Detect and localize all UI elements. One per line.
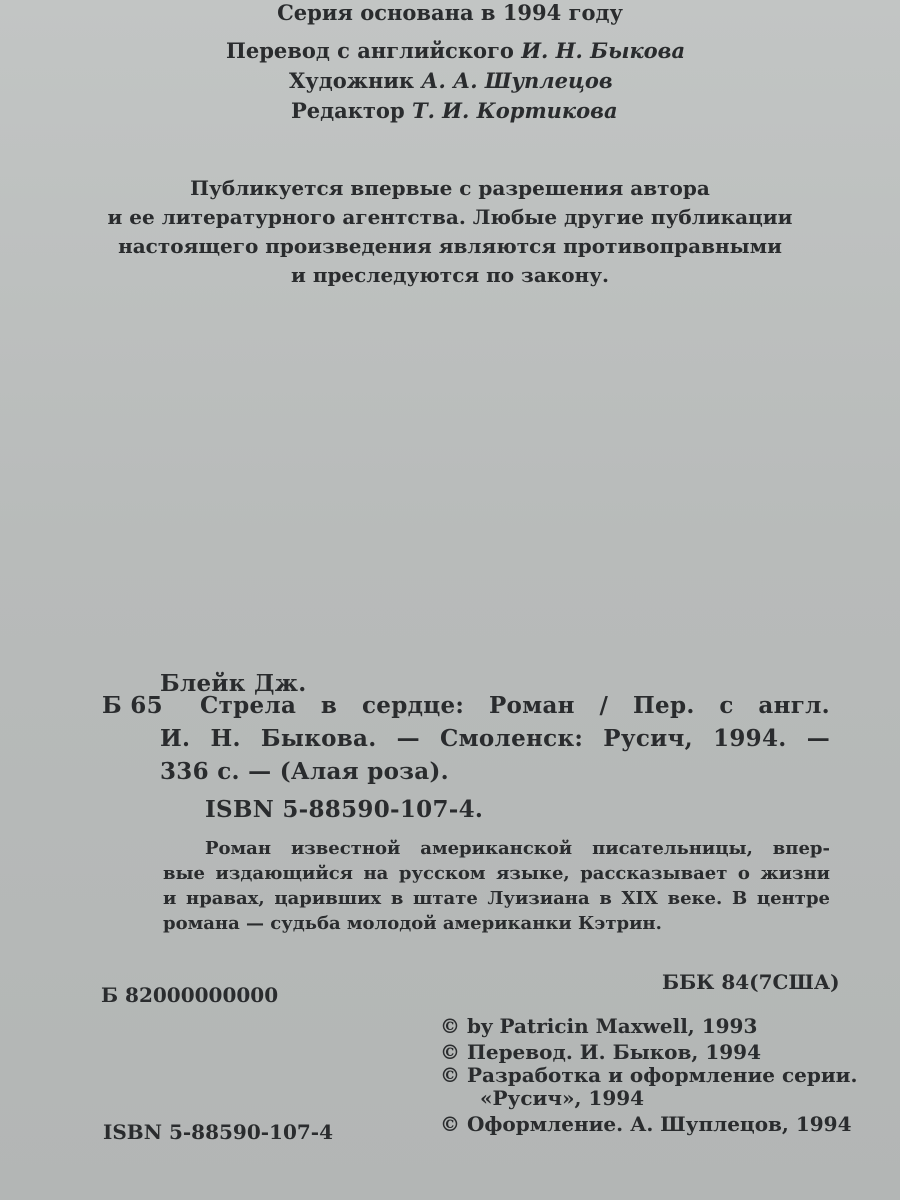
b-code: Б 82000000000 xyxy=(101,983,279,1007)
editor-label: Редактор xyxy=(291,98,412,123)
abstract-line: вые издающийся на русском языке, рассказывает о жизни xyxy=(163,863,830,884)
notice-line: Публикуется впервые с разрешения автора xyxy=(190,176,710,200)
copyright-line: © Разработка и оформление серии. xyxy=(440,1063,858,1087)
copyright-line: © by Patricin Maxwell, 1993 xyxy=(440,1014,758,1038)
abstract-line: и нравах, царивших в штате Луизиана в XIX веке. В центре xyxy=(163,888,830,909)
translator-line xyxy=(226,38,685,63)
notice-line: и ее литературного агентства. Любые другие публикации xyxy=(107,205,793,229)
catalog-publisher-line: И. Н. Быкова. — Смоленск: Русич, 1994. — xyxy=(160,725,830,752)
artist-line xyxy=(289,68,613,93)
catalog-index: Б 65 xyxy=(102,692,163,719)
artist-name: А. А. Шуплецов xyxy=(421,68,613,93)
editor-line xyxy=(291,98,618,123)
series-founded-line: Серия основана в 1994 году xyxy=(277,0,623,25)
catalog-author: Блейк Дж. xyxy=(160,670,307,697)
translator-label: Перевод с английского xyxy=(226,38,522,63)
editor-name: Т. И. Кортикова xyxy=(411,98,618,123)
catalog-title-line: Стрела в сердце: Роман / Пер. с англ. xyxy=(200,692,830,719)
copyright-line: «Русич», 1994 xyxy=(480,1086,645,1110)
notice-line: и преследуются по закону. xyxy=(291,263,609,287)
bbk-code: ББК 84(7США) xyxy=(662,970,840,994)
copyright-line: © Оформление. А. Шуплецов, 1994 xyxy=(440,1112,852,1136)
catalog-pages-line: 336 с. — (Алая роза). xyxy=(160,758,449,785)
abstract-line: романа — судьба молодой американки Кэтрин. xyxy=(163,913,662,934)
abstract-line: Роман известной американской писательницы, впер- xyxy=(205,838,830,859)
notice-line: настоящего произведения являются противоправными xyxy=(118,234,782,258)
copyright-line: © Перевод. И. Быков, 1994 xyxy=(440,1040,762,1064)
catalog-isbn: ISBN 5-88590-107-4. xyxy=(205,796,484,823)
isbn-bottom: ISBN 5-88590-107-4 xyxy=(103,1120,334,1144)
translator-name: И. Н. Быкова xyxy=(521,38,686,63)
artist-label: Художник xyxy=(289,68,422,93)
